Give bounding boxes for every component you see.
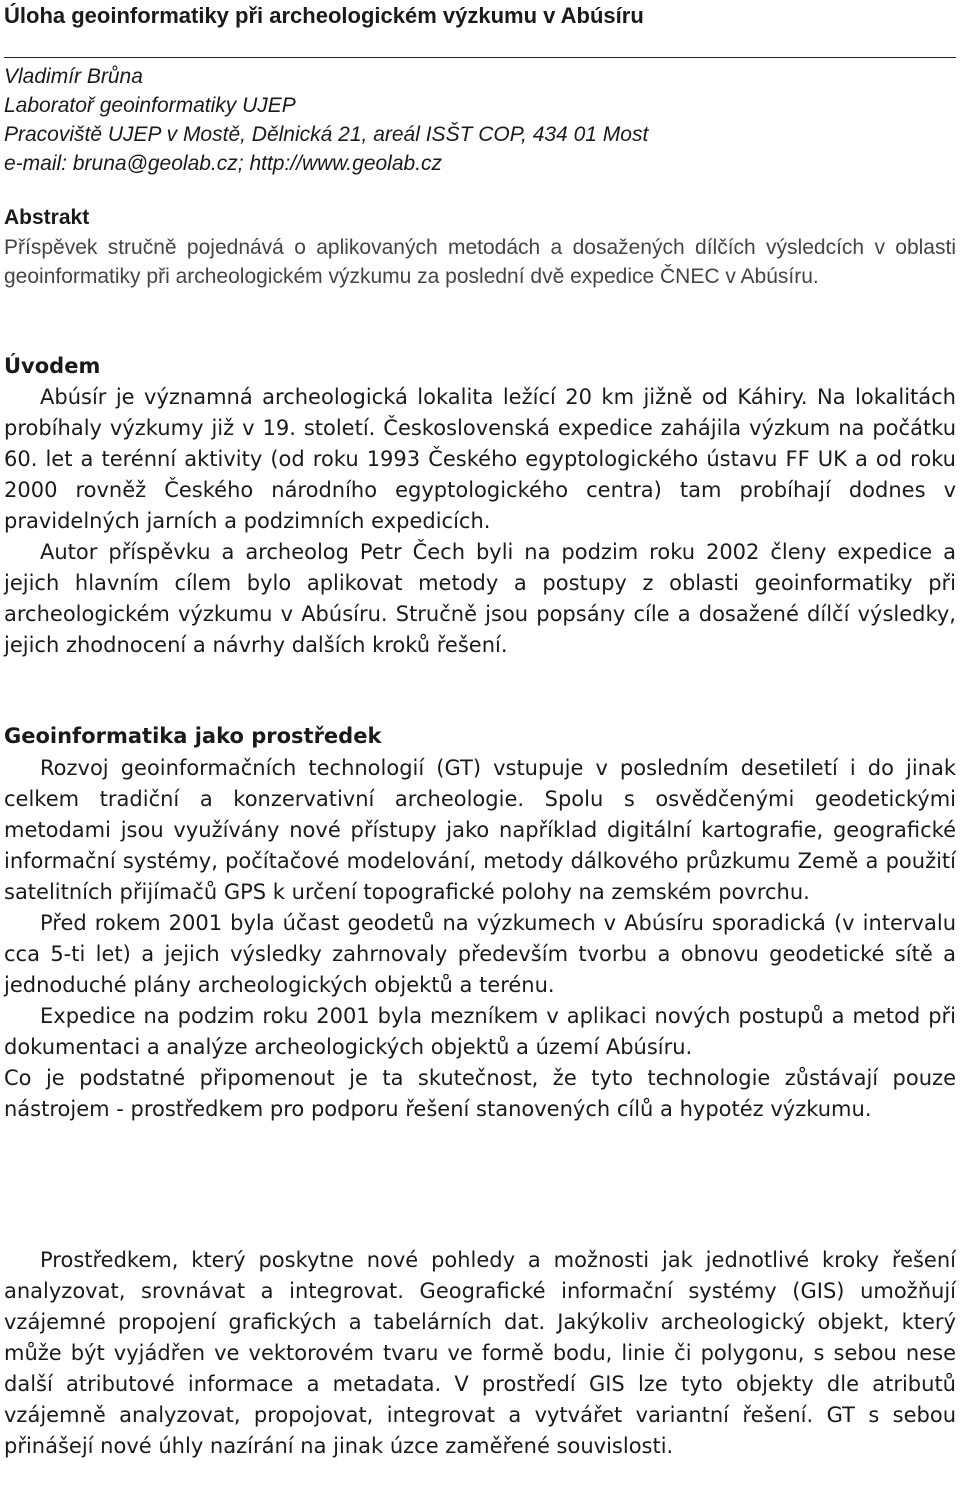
geo-section — [4, 753, 956, 1125]
author-address: Pracoviště UJEP v Mostě, Dělnická 21, areál ISŠT COP, 434 01 Most — [4, 123, 649, 146]
abstract-heading: Abstrakt — [4, 206, 90, 229]
intro-section — [4, 382, 956, 661]
abstract-text: Příspěvek stručně pojednává o aplikovaných metodách a dosažených dílčích výsledcích v oblasti geoinformatiky při archeologickém výzkumu za poslední dvě expedice ČNEC v Abúsíru. — [4, 236, 956, 288]
intro-paragraph-2: Autor příspěvku a archeolog Petr Čech byli na podzim roku 2002 členy expedice a jejich hlavním cílem bylo aplikovat metody a postupy z oblasti geoinformatiky při archeologickém výzkumu v Abúsíru. Stručně jsou popsány cíle a dosažené dílčí výsledky, jejich zhodnocení a návrhy dalších kroků řešení. — [4, 540, 956, 657]
author-block — [4, 62, 954, 178]
intro-paragraph-1: Abúsír je významná archeologická lokalita ležící 20 km jižně od Káhiry. Na lokalitách probíhaly výzkumy již v 19. století. Československá expedice zahájila výzkum na počátku 60. let a terénní aktivity (od roku 1993 Českého egyptologického ústavu FF UK a od roku 2000 rovněž Českého národního egyptologického centra) tam probíhají dodnes v pravidelných jarních a podzimních expedicích. — [4, 385, 956, 533]
author-contact: e-mail: bruna@geolab.cz; http://www.geolab.cz — [4, 152, 443, 175]
intro-heading: Úvodem — [4, 354, 101, 378]
geo-paragraph-3: Expedice na podzim roku 2001 byla mezníkem v aplikaci nových postupů a metod při dokumentaci a analýze archeologických objektů a území Abúsíru. — [4, 1004, 956, 1059]
author-name: Vladimír Brůna — [4, 65, 143, 88]
title-rule — [4, 57, 956, 58]
geo-section-continued — [4, 1245, 956, 1462]
geo-heading: Geoinformatika jako prostředek — [4, 724, 382, 748]
author-affiliation: Laboratoř geoinformatiky UJEP — [4, 94, 296, 117]
geo-paragraph-1: Rozvoj geoinformačních technologií (GT) vstupuje v posledním desetiletí i do jinak celkem tradiční a konzervativní archeologie. Spolu s osvědčenými geodetickými metodami jsou využívány nové přístupy jako například digitální kartografie, geografické informační systémy, počítačové modelování, metody dálkového průzkumu Země a použití satelitních přijímačů GPS k určení topografické polohy na zemském povrchu. — [4, 756, 956, 904]
geo-paragraph-5: Prostředkem, který poskytne nové pohledy a možnosti jak jednotlivé kroky řešení analyzovat, srovnávat a integrovat. Geografické informační systémy (GIS) umožňují vzájemné propojení grafických a tabelárních dat. Jakýkoliv archeologický objekt, který může být vyjádřen ve vektorovém tvaru ve formě bodu, linie či polygonu, s sebou nese další atributové informace a metadata. V prostředí GIS lze tyto objekty dle atributů vzájemně analyzovat, propojovat, integrovat a vytvářet variantní řešení. GT s sebou přinášejí nové úhly nazírání na jinak úzce zaměřené souvislosti. — [4, 1248, 956, 1458]
geo-paragraph-2: Před rokem 2001 byla účast geodetů na výzkumech v Abúsíru sporadická (v intervalu cca 5-ti let) a jejich výsledky zahrnovaly především tvorbu a obnovu geodetické sítě a jednoduché plány archeologických objektů a terénu. — [4, 911, 956, 997]
geo-paragraph-4: Co je podstatné připomenout je ta skutečnost, že tyto technologie zůstávají pouze nástrojem - prostředkem pro podporu řešení stanovených cílů a hypotéz výzkumu. — [4, 1066, 956, 1121]
paper-title: Úloha geoinformatiky při archeologickém výzkumu v Abúsíru — [4, 3, 644, 28]
